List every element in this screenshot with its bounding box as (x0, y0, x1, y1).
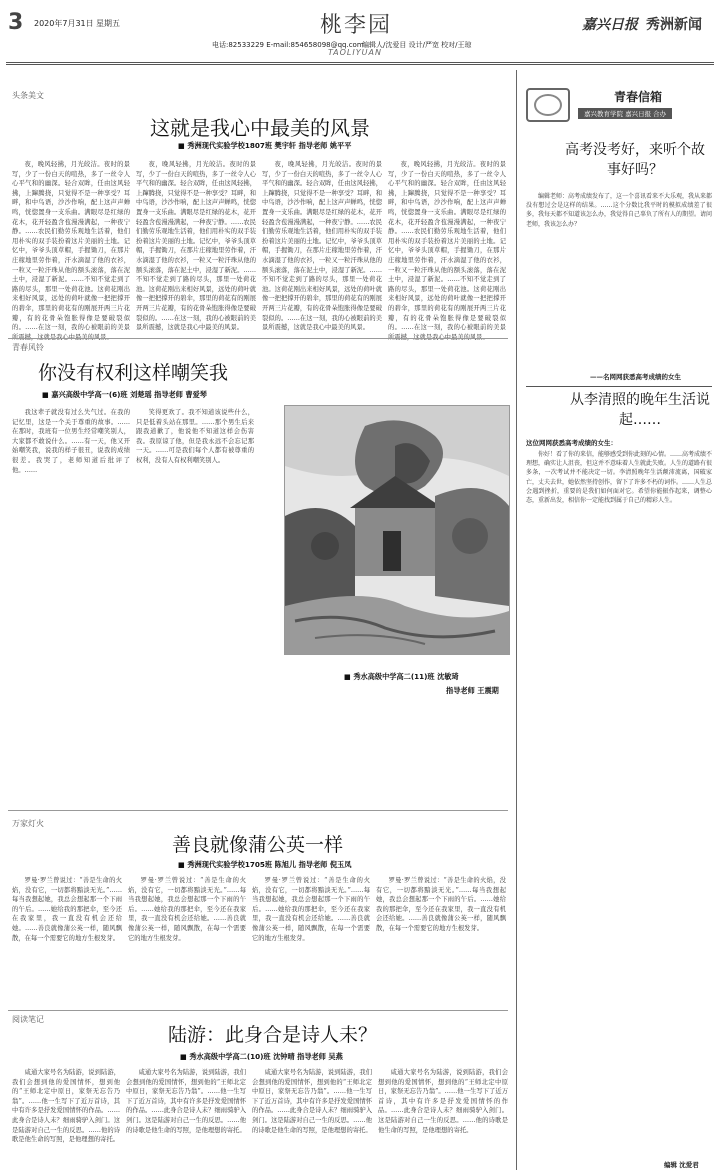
reply-lead: 这位网网获悉高考成绩的女生： (526, 439, 617, 447)
section-label-1: 头条美文 (12, 91, 44, 100)
photo-caption-1-text: 秀水高级中学高二(11)班 沈敏琦 (353, 672, 459, 681)
article2-text: 我这辈子就没有过么失气过。在我的记忆里，这是一个关于尊重的故事。……在那时，我班有一位男生经常嘲笑别人，大家都不敢说什么。……有一天，他又开始嘲笑我，说我的样子很丑，说我的成绩很差。我哭了，老师知道后批评了他。…… (12, 409, 130, 474)
right-divider (526, 386, 712, 387)
article1-col3 (262, 160, 382, 332)
article3-text: 罗曼·罗兰曾说过：“善是生命的火焰，没有它，一切都将黯淡无光。”……每当我想起她，我总会想起那一个下雨的午后。……她给我的那把伞，至今还在我家里，我一直没有机会还给她。……善良就像蒲公英一样，随风飘散，在每一个需要它的地方生根发芽。 (12, 877, 122, 942)
article2-col3 (262, 404, 282, 405)
article3-text: 罗曼·罗兰曾说过：“善是生命的火焰，没有它，一切都将黯淡无光。”……每当我想起她，我总会想起那一个下雨的午后。……她给我的那把伞，至今还在我家里，我一直没有机会还给她。……善良就像蒲公英一样，随风飘散，在每一个需要它的地方生根发芽。 (252, 877, 370, 942)
article3-title: 善良就像蒲公英一样 (172, 834, 344, 856)
article2-col1 (12, 408, 130, 800)
article4-title: 陆游：此身合是诗人未？ (168, 1024, 378, 1046)
article3-byline-text: 秀洲现代实验学校1705班 陈旭儿 指导老师 倪玉凤 (187, 860, 352, 869)
section-pinyin: TAOLIYUAN (328, 48, 382, 57)
article1-text: 夜，晚风轻拂，月光皎洁。夜时的景写，少了一份白天的喧热，多了一丝令人心平气和的幽深。轻合双眸，任由这风轻拂，上蹿腾挠，只觉得不是一种享受？耳畔，和中鸟语，沙沙作响，配上这声声蝉鸣，恍惚置身一支乐曲。满眼尽是红绿的花木，花开轻盈含苞漫漫满起，一种夜宁静。……农民们勤劳乐观地生活着，他们用朴实的双手装扮着这片美丽的土地。记忆中，爷爷头顶草帽，手握锄刀，在那片庄稼地里劳作着，汗水滴湿了他的衣衫，一粒又一粒汗珠从他的额头滚落，落在泥土中，浸湿了新泥。……不知不觉走到了路的尽头，那里一处荷花池。这荷花刚出来相好风景，远处的荷叶就像一把把撑开的碧伞，那里的荷花有的刚展开两三片花瓣，有的花骨朵饱胀得像是要破裂似的。……在这一刻，我的心被眼前的美景 (388, 161, 506, 332)
article4-byline (180, 1052, 343, 1062)
article4-col4 (378, 1068, 508, 1170)
article1-text: 夜，晚风轻拂，月光皎洁。夜时的景写，少了一份白天的喧热，多了一丝令人心平气和的幽深。轻合双眸，任由这风轻拂，上蹿腾挠，只觉得不是一种享受？耳畔，和中鸟语，沙沙作响，配上这声声蝉鸣，恍惚置身一支乐曲。满眼尽是红绿的花木，花开轻盈含苞漫漫满起，一种夜宁静。……农民们勤劳乐观地生活着，他们用朴实的双手装扮着这片美丽的土地。记忆中，爷爷头顶草帽，手握锄刀，在那片庄稼地里劳作着，汗水滴湿了他的衣衫，一粒又一粒汗珠从他的额头滚落，落在泥土中，浸湿了新泥。……不知不觉走到了路的尽头，那里一处荷花池。这荷花刚出来相好风景，远处的荷叶就像一把把撑开的碧伞，那里的荷花有的刚展开两三片花瓣，有的花骨朵饱胀得像是要破裂似的。……在这一刻，我的心被眼前的美景所震撼，这就是我心中最美的风景。 (136, 161, 256, 332)
article3-text: 罗曼·罗兰曾说过：“善是生命的火焰，没有它，一切都将黯淡无光。”……每当我想起她，我总会想起那一个下雨的午后。……她给我的那把伞，至今还在我家里，我一直没有机会还给她。……善良就像蒲公英一样，随风飘散，在每一个需要它的地方生根发芽。 (128, 877, 246, 942)
article4-text: 咸通大家号名为陆游，说到陆游，我们会想到他的爱国情怀，想到他的“王师北定中原日，家祭无忘告乃翁”。……他一生写下了近万首诗，其中有许多是抒发爱国情怀的作品。……此身合是诗人未？细雨骑驴入剑门。这是陆游对自己一生的反思。……他的诗歌是他生命的写照，是他理想的寄托。 (378, 1069, 508, 1134)
article1-col4 (388, 160, 506, 332)
article3-col3 (252, 876, 370, 1004)
letter-sign: ——名网网获悉高考成绩的女生 (590, 373, 681, 381)
article1-col2 (136, 160, 256, 332)
section-label-3: 万家灯火 (12, 819, 44, 828)
letter-title (560, 140, 710, 180)
article3-col4 (376, 876, 506, 1004)
issue-date: 2020年7月31日 (34, 19, 94, 28)
photo-caption-2: 指导老师 王震期 (446, 686, 499, 695)
article3-col2 (128, 876, 246, 1004)
bullet-icon: ■ (42, 390, 49, 399)
article4-text: 咸通大家号名为陆游，说到陆游，我们会想到他的爱国情怀，想到他的“王师北定中原日，家祭无忘告乃翁”。……他一生写下了近万首诗，其中有许多是抒发爱国情怀的作品。……此身合是诗人未？细雨骑驴入剑门。这是陆游对自己一生的反思。……他的诗歌是他生命的写照，是他理想的寄托。 (12, 1069, 120, 1144)
article1-col1 (12, 160, 130, 332)
article4-text: 咸通大家号名为陆游，说到陆游，我们会想到他的爱国情怀，想到他的“王师北定中原日，家祭无忘告乃翁”。……他一生写下了近万首诗，其中有许多是抒发爱国情怀的作品。……此身合是诗人未？细雨骑驴入剑门。这是陆游对自己一生的反思。……他的诗歌是他生命的写照，是他理想的寄托。 (252, 1069, 372, 1134)
issue-weekday: 星期五 (96, 19, 120, 28)
article4-col2 (126, 1068, 246, 1170)
reply-text: 你好！看了你的来信，能够感受到你此刻的心情。……高考成绩不理想，确实让人沮丧，但这并不意味着人生就此失败。人生的道路有很多条，一次考试并不能决定一切。李清照晚年生活颠沛流离，国破家亡，丈夫去世，她依然坚持创作，留下了许多不朽的词作。……人生总会遇到挫折，重要的是我们如何面对它。希望你能振作起来，调整心态，重新出发，相信你一定能找到属于自己的精彩人生。 (526, 451, 713, 505)
section-label-4: 阅读笔记 (12, 1015, 44, 1024)
article3-byline (178, 860, 351, 870)
envelope-icon (526, 88, 570, 122)
letter-badge (526, 88, 714, 124)
reply-title (570, 390, 710, 430)
letter-title-text: 高考没考好，来听个故事好吗？ (565, 142, 705, 178)
section-label-2: 青春风铃 (12, 343, 44, 352)
badge-title: 青春信箱 (614, 90, 663, 104)
section-title: 桃李园 (320, 13, 393, 38)
paper-logo: 嘉兴日报 (582, 17, 638, 33)
article2-text: 笑得更欢了。我不知道该说些什么，只是低着头站在那里。……那个男生后来跟我道歉了，他说他不知道这样会伤害我。我原谅了他，但是我永远不会忘记那一天。……可是我们每个人都有被尊重的权利，没有人有权利嘲笑别人。 (136, 409, 254, 464)
article4-byline-text: 秀水高级中学高二(10)班 沈钟晴 指导老师 吴燕 (189, 1052, 343, 1061)
painting-illustration (285, 406, 509, 654)
article2-col2 (136, 408, 254, 800)
section-rule (8, 1010, 508, 1011)
article4-col3 (252, 1068, 372, 1170)
badge-sub: 嘉兴教育学院 嘉兴日报 合办 (578, 108, 672, 119)
bullet-icon: ■ (344, 672, 351, 681)
article1-text: 夜，晚风轻拂，月光皎洁。夜时的景写，少了一份白天的喧热，多了一丝令人心平气和的幽深。轻合双眸，任由这风轻拂，上蹿腾挠，只觉得不是一种享受？耳畔，和中鸟语，沙沙作响，配上这声声蝉鸣，恍惚置身一支乐曲。满眼尽是红绿的花木，花开轻盈含苞漫漫满起，一种夜宁静。……农民们勤劳乐观地生活着，他们用朴实的双手装扮着这片美丽的土地。记忆中，爷爷头顶草帽，手握锄刀，在那片庄稼地里劳作着，汗水滴湿了他的衣衫，一粒又一粒汗珠从他的额头滚落，落在泥土中，浸湿了新泥。……不知不觉走到了路的尽头，那里一处荷花池。这荷花刚出来相好风景，远处的荷叶就像一把把撑开的碧伞，那里的荷花有的刚展开两三片花瓣，有的花骨朵饱胀得像是要破裂似的。……在这一刻，我的心被眼前的美景所震撼，这就是我心中最美的风景。 (262, 161, 382, 332)
reply-title-text: 从李清照的晚年生活说起…… (570, 392, 710, 428)
column-divider (516, 70, 517, 1170)
article4-text: 咸通大家号名为陆游，说到陆游，我们会想到他的爱国情怀，想到他的“王师北定中原日，家祭无忘告乃翁”。……他一生写下了近万首诗，其中有许多是抒发爱国情怀的作品。……此身合是诗人未？细雨骑驴入剑门。这是陆游对自己一生的反思。……他的诗歌是他生命的写照，是他理想的寄托。 (126, 1069, 246, 1134)
masthead (0, 0, 720, 62)
painting-image (284, 405, 510, 655)
contact-line: 电话:82533229 E-mail:854658098@qq.com (212, 41, 364, 49)
reply-sign: 编辑 沈爱君 (664, 1161, 699, 1169)
bullet-icon: ■ (178, 141, 185, 150)
article2-byline (42, 390, 207, 400)
bullet-icon: ■ (180, 1052, 187, 1061)
page-number: 3 (8, 10, 24, 35)
masthead-rule (6, 62, 714, 65)
bullet-icon: ■ (178, 860, 185, 869)
article2-title: 你没有权利这样嘲笑我 (38, 362, 229, 384)
letter-body (526, 192, 712, 368)
letter-text: 编辑老师：高考成绩发布了，这一个喜讯看来不大乐观，我从来都没有想过会是这样的结果。……这个分数比我平时的模拟成绩差了很多，我每天都不知道该怎么办，我觉得自己辜负了所有人的期望。请问老师，我该怎么办？ (526, 193, 713, 228)
section-rule (8, 338, 508, 339)
article3-text: 罗曼·罗兰曾说过：“善是生命的火焰，没有它，一切都将黯淡无光。”……每当我想起她，我总会想起那一个下雨的午后。……她给我的那把伞，至今还在我家里，我一直没有机会还给她。……善良就像蒲公英一样，随风飘散，在每一个需要它的地方生根发芽。 (376, 877, 506, 932)
article2-byline-text: 嘉兴高级中学高一(6)班 刘楚瑶 指导老师 曹爱琴 (51, 390, 207, 399)
article3-col1 (12, 876, 122, 1004)
article1-text: 夜，晚风轻拂，月光皎洁。夜时的景写，少了一份白天的喧热，多了一丝令人心平气和的幽深。轻合双眸，任由这风轻拂，上蹿腾挠，只觉得不是一种享受？耳畔，和中鸟语，沙沙作响，配上这声声蝉鸣，恍惚置身一支乐曲。满眼尽是红绿的花木，花开轻盈含苞漫漫满起，一种夜宁静。……农民们勤劳乐观地生活着，他们用朴实的双手装扮着这片美丽的土地。记忆中，爷爷头顶草帽，手握锄刀，在那片庄稼地里劳作着，汗水滴湿了他的衣衫，一粒又一粒汗珠从他的额头滚落，落在泥土中，浸湿了新泥。……不知不觉走到了路的尽头，那里一处荷花池。这荷花刚出来相好风景，远处的荷叶就像一把把撑开的碧伞，那里的荷花有的刚展开两三片花瓣，有的花骨朵饱胀得像是要破裂似的。……在这一刻，我的心被眼前的美景 (12, 161, 130, 332)
article4-col1 (12, 1068, 120, 1170)
reply-body (526, 450, 712, 1158)
editors-line: 编辑人/沈爱目 设计/严宽 校对/王琼 (362, 41, 472, 49)
article1-byline-text: 秀洲现代实验学校1807班 樊宇轩 指导老师 姚平平 (187, 141, 352, 150)
paper-edition: 秀洲新闻 (646, 17, 702, 33)
article1-title: 这就是我心中最美的风景 (150, 116, 370, 140)
photo-caption-1 (344, 672, 459, 682)
section-rule (8, 810, 508, 811)
article1-byline (178, 141, 351, 151)
